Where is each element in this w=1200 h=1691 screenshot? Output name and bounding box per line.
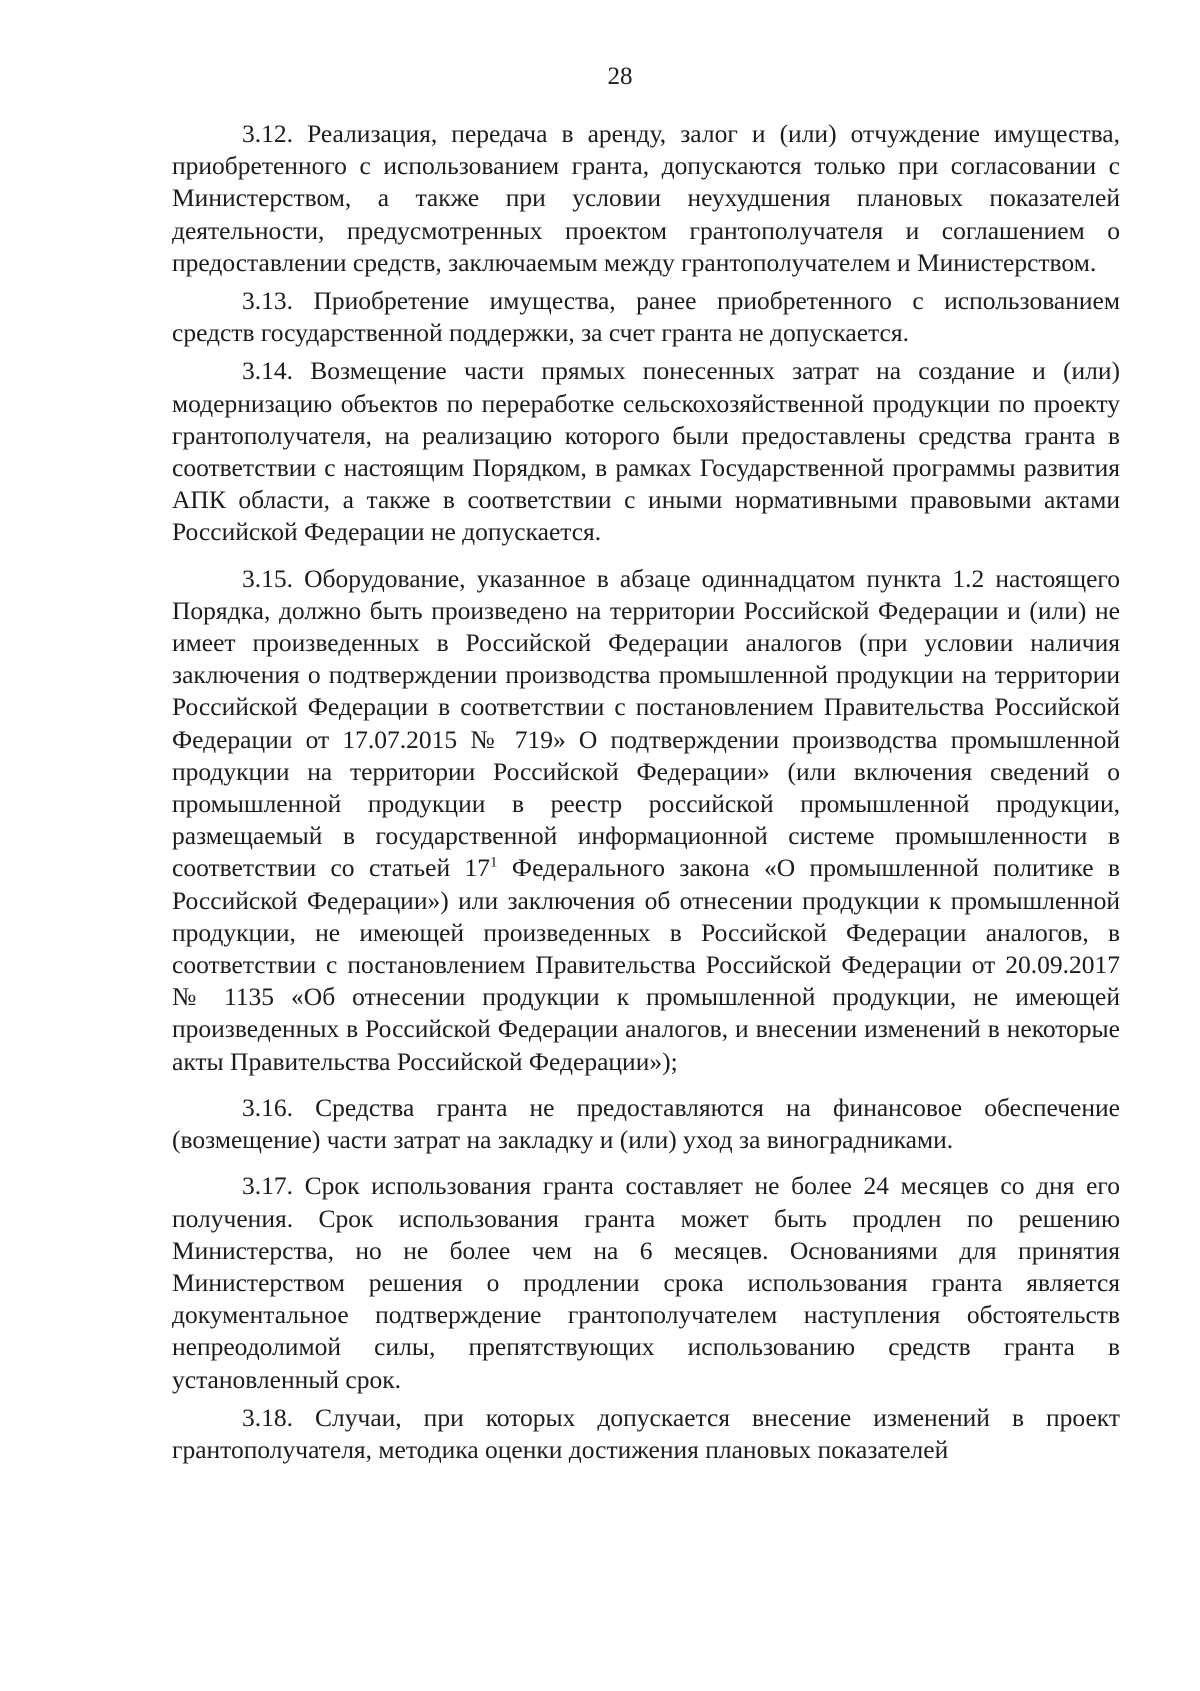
page-number: 28 <box>607 63 633 90</box>
paragraph-3-15-part-a: 3.15. Оборудование, указанное в абзаце одиннадцатом пункта 1.2 настоящего Порядка, должно быть произведено на территории Российской Федерации и (или) не имеет произведенных в Российской Федерации аналогов (при условии наличия заключения о подтверждении производства промышленной продукции на территории Российской Федерации в соответствии с постановлением Правительства Российской Федерации от 17.07.2015 № 719» О подтверждении производства промышленной продукции на территории Российской Федерации» (или включения сведений о промышленной продукции в реестр российской промышленной продукции, размещаемый в государственной информационной системе промышленности в соответствии со статьей 17 <box>172 563 1120 883</box>
paragraph-3-12: 3.12. Реализация, передача в аренду, залог и (или) отчуждение имущества, приобретенного с использованием гранта, допускаются только при согласовании с Министерством, а также при условии неухудшения плановых показателей деятельности, предусмотренных проектом грантополучателя и соглашением о предоставлении средств, заключаемым между грантополучателем и Министерством. <box>172 119 1120 277</box>
paragraph-3-17: 3.17. Срок использования гранта составляет не более 24 месяцев со дня его получения. Срок использования гранта может быть продлен по решению Министерства, но не более чем на 6 месяцев. Основаниями для принятия Министерством решения о продлении срока использования гранта является документальное подтверждение грантополучателем наступления обстоятельств непреодолимой силы, препятствующих использованию средств гранта в установленный срок. <box>172 1171 1120 1394</box>
paragraph-3-16: 3.16. Средства гранта не предоставляются на финансовое обеспечение (возмещение) части затрат на закладку и (или) уход за виноградниками. <box>172 1092 1120 1155</box>
superscript-footnote: 1 <box>490 854 498 871</box>
document-body <box>172 118 1120 1466</box>
paragraph-3-15 <box>172 563 1120 1078</box>
paragraph-3-15-part-b: Федерального закона «О промышленной политике в Российской Федерации») или заключения об отнесении продукции к промышленной продукции, не имеющей произведенных в Российской Федерации аналогов, в соответствии с постановлением Правительства Российской Федерации от 20.09.2017 № 1135 «Об отнесении продукции к промышленной продукции, не имеющей произведенных в Российской Федерации аналогов, и внесении изменений в некоторые акты Правительства Российской Федерации»); <box>172 853 1120 1076</box>
paragraph-3-18: 3.18. Случаи, при которых допускается внесение изменений в проект грантополучателя, методика оценки достижения плановых показателей <box>172 1402 1120 1464</box>
paragraph-3-14: 3.14. Возмещение части прямых понесенных затрат на создание и (или) модернизацию объектов по переработке сельскохозяйственной продукции по проекту грантополучателя, на реализацию которого были предоставлены средства гранта в соответствии с настоящим Порядком, в рамках Государственной программы развития АПК области, а также в соответствии с иными нормативными правовыми актами Российской Федерации не допускается. <box>172 356 1120 547</box>
paragraph-3-13: 3.13. Приобретение имущества, ранее приобретенного с использованием средств государственной поддержки, за счет гранта не допускается. <box>172 286 1120 348</box>
